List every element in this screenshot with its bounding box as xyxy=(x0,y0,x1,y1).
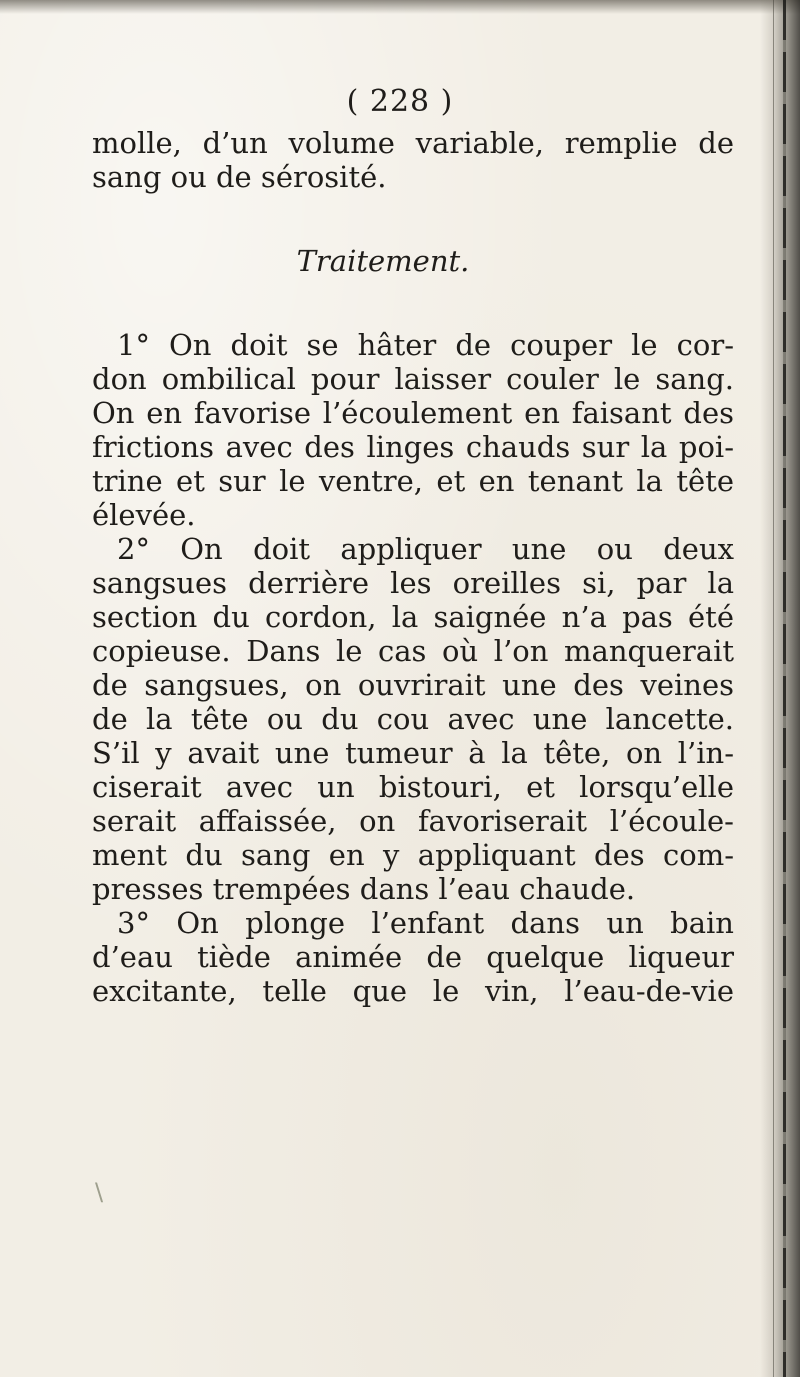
text-line: ment du sang en y appliquant des com- xyxy=(92,838,734,872)
text-line: sang ou de sérosité. xyxy=(92,160,387,194)
spacer xyxy=(92,194,734,244)
text-line: copieuse. Dans le cas où l’on manquerait xyxy=(92,634,734,668)
text-line: sangsues derrière les oreilles si, par la xyxy=(92,566,734,600)
text-line: presses trempées dans l’eau chaude. xyxy=(92,872,636,906)
page-number: ( 228 ) xyxy=(346,84,454,119)
text-line: 2° On doit appliquer une ou deux xyxy=(117,532,734,566)
text-line: excitante, telle que le vin, l’eau-de-vie xyxy=(92,974,734,1008)
text-line: molle, d’un volume variable, remplie de xyxy=(92,126,734,160)
text-line: On en favorise l’écoulement en faisant des xyxy=(92,396,734,430)
text-line: S’il y avait une tumeur à la tête, on l’in- xyxy=(92,736,734,770)
text-line: de la tête ou du cou avec une lancette. xyxy=(92,702,734,736)
page-top-shadow xyxy=(0,0,800,14)
margin-pencil-mark: \ xyxy=(95,1178,104,1206)
section-title: Traitement. xyxy=(296,244,470,278)
book-spine-crease xyxy=(773,0,774,1377)
text-line: frictions avec des linges chauds sur la poi- xyxy=(92,430,734,464)
text-line: de sangsues, on ouvrirait une des veines xyxy=(92,668,734,702)
page-text xyxy=(92,126,734,1008)
text-line: 1° On doit se hâter de couper le cor- xyxy=(117,328,734,362)
text-line: trine et sur le ventre, et en tenant la tête xyxy=(92,464,734,498)
book-spine-edge xyxy=(783,0,786,1377)
text-line: section du cordon, la saignée n’a pas été xyxy=(92,600,734,634)
text-line: élevée. xyxy=(92,498,196,532)
text-line: serait affaissée, on favoriserait l’écoule- xyxy=(92,804,734,838)
spacer xyxy=(92,278,734,328)
text-line: 3° On plonge l’enfant dans un bain xyxy=(117,906,734,940)
text-line: ciserait avec un bistouri, et lorsqu’elle xyxy=(92,770,734,804)
text-line: d’eau tiède animée de quelque liqueur xyxy=(92,940,734,974)
book-spine-shadow xyxy=(760,0,800,1377)
text-line: don ombilical pour laisser couler le sang. xyxy=(92,362,734,396)
